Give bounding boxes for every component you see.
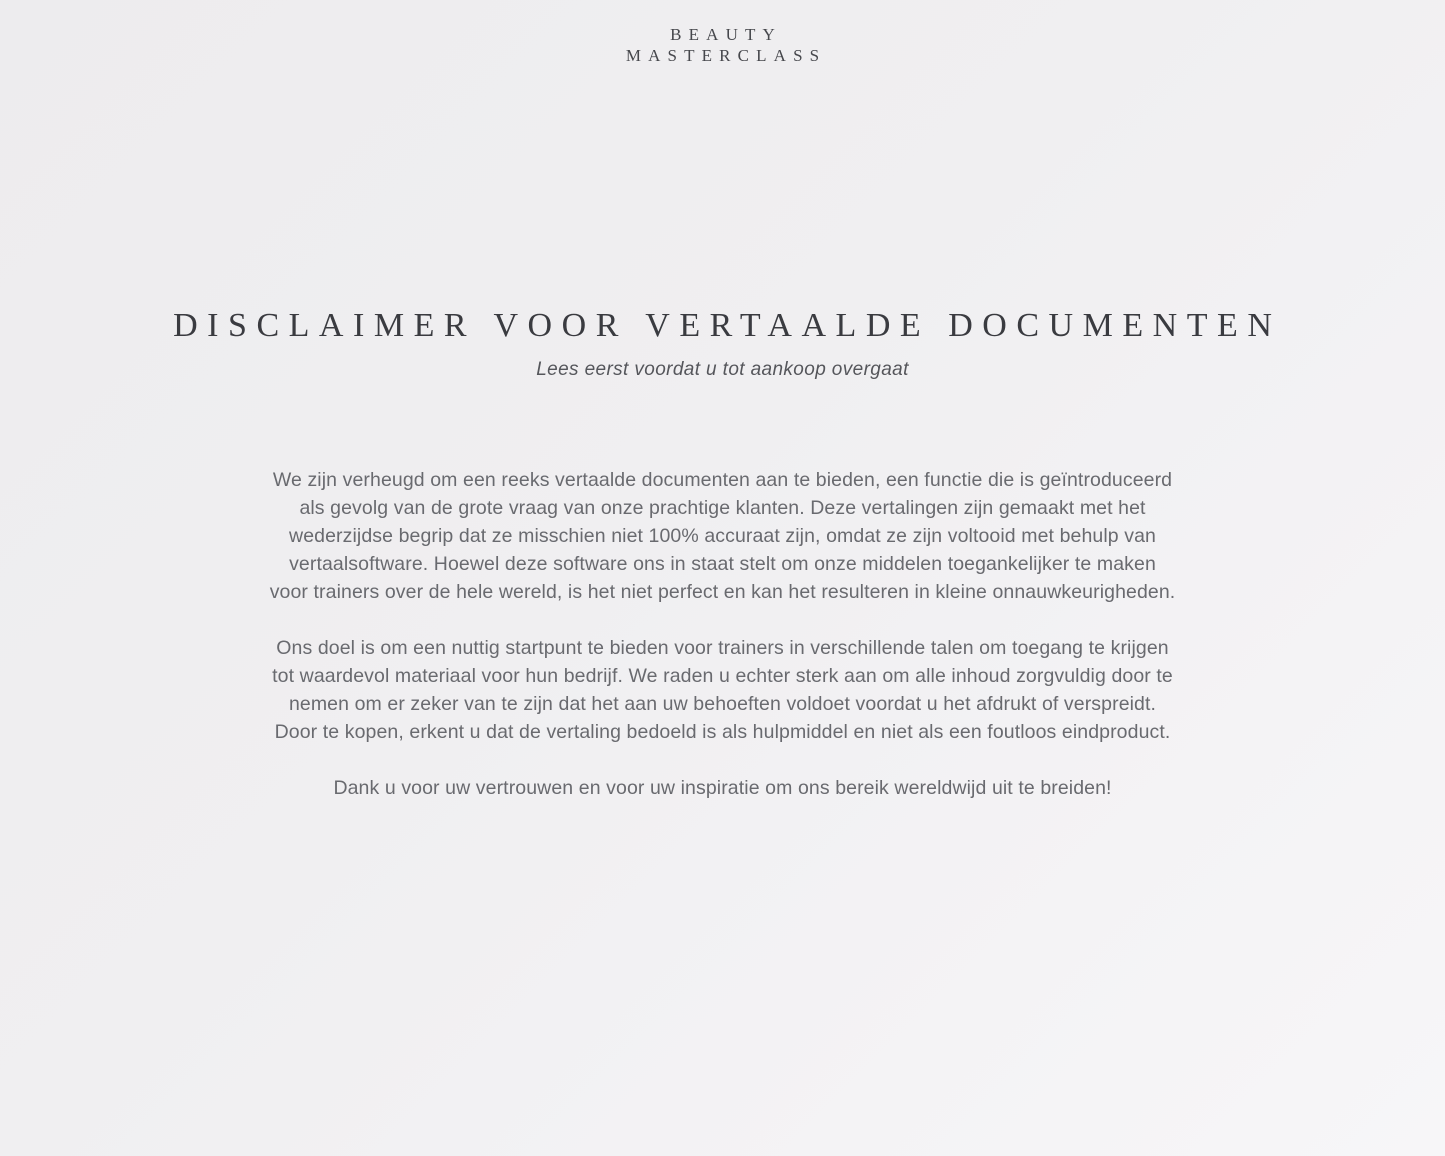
brand-line-1: BEAUTY bbox=[670, 25, 782, 44]
page-title: DISCLAIMER VOOR VERTAALDE DOCUMENTEN bbox=[173, 307, 1282, 344]
brand-logo bbox=[0, 0, 1445, 66]
page-subtitle: Lees eerst voordat u tot aankoop overgaat bbox=[536, 359, 909, 380]
paragraph-intro: We zijn verheugd om een reeks vertaalde documenten aan te bieden, een functie die is geïntroduceerd als gevolg van de grote vraag van onze prachtige klanten. Deze vertalingen zijn gemaakt met het wederzijdse begrip dat ze misschien niet 100% accuraat zijn, omdat ze zijn voltooid met behulp van vertaalsoftware. Hoewel deze software ons in staat stelt om onze middelen toegankelijker te maken voor trainers over de hele wereld, is het niet perfect en kan het resulteren in kleine onnauwkeurigheden. bbox=[269, 469, 1176, 603]
brand-line-2: MASTERCLASS bbox=[625, 46, 827, 65]
disclaimer-body bbox=[268, 466, 1178, 802]
paragraph-goal: Ons doel is om een nuttig startpunt te bieden voor trainers in verschillende talen om toegang te krijgen tot waardevol materiaal voor hun bedrijf. We raden u echter sterk aan om alle inhoud zorgvuldig door te nemen om er zeker van te zijn dat het aan uw behoeften voldoet voordat u het afdrukt of verspreidt. Door te kopen, erkent u dat de vertaling bedoeld is als hulpmiddel en niet als een foutloos eindproduct. bbox=[272, 637, 1173, 743]
paragraph-thanks: Dank u voor uw vertrouwen en voor uw inspiratie om ons bereik wereldwijd uit te breiden! bbox=[333, 777, 1112, 799]
